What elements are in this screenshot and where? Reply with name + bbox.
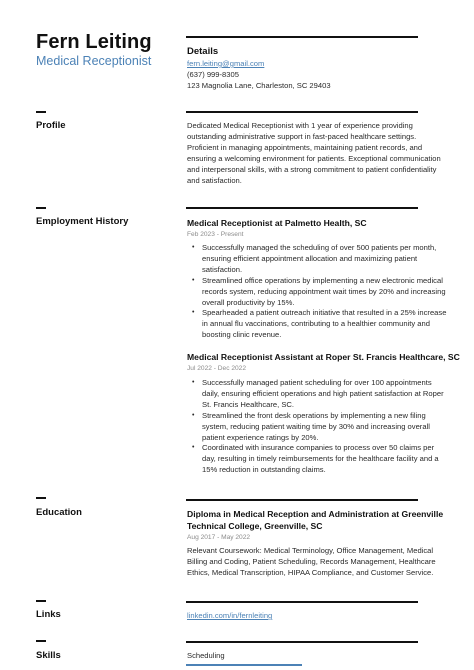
links-rule — [186, 601, 418, 603]
details-address: 123 Magnolia Lane, Charleston, SC 29403 — [187, 81, 331, 90]
job-dates: Feb 2023 - Present — [187, 231, 244, 238]
details-title: Details — [187, 46, 219, 57]
education-coursework: Relevant Coursework: Medical Terminology, Office Management, Medical Billing and Coding, Patient Scheduling, Records Management, Healthcare Ethics, Medical Transcription, HIPAA Compliance, and Customer Service. — [187, 546, 436, 577]
profile-section-mark — [36, 111, 46, 113]
job-bullet: • Spearheaded a patient outreach initiative that resulted in a 25% increase in annual flu vaccinations, contributing to a healthier community and boosting clinic revenue. — [187, 308, 449, 341]
job-bullet: • Streamlined office operations by implementing a new electronic medical records system, reducing appointment wait times by 20% and increasing overall productivity by 15%. — [187, 276, 449, 309]
job-bullet: • Coordinated with insurance companies to process over 50 claims per day, resulting in timely reimbursements for the healthcare facility and a 15% reduction in outstanding claims. — [187, 443, 449, 476]
skills-section-title: Skills — [36, 650, 61, 661]
job-bullet: • Successfully managed patient scheduling for over 100 appointments daily, ensuring efficient operations and high patient satisfaction at Roper St. Francis Healthcare, SC. — [187, 378, 449, 411]
profile-rule — [186, 111, 418, 113]
skills-rule — [186, 641, 418, 643]
skills-section-mark — [36, 640, 46, 642]
candidate-role: Medical Receptionist — [36, 54, 152, 68]
employment-rule — [186, 207, 418, 209]
links-section-mark — [36, 600, 46, 602]
linkedin-link[interactable]: linkedin.com/in/fernleiting — [187, 611, 273, 620]
details-rule — [186, 36, 418, 38]
education-section-title: Education — [36, 507, 82, 518]
skill-name: Scheduling — [187, 651, 225, 660]
education-dates: Aug 2017 - May 2022 — [187, 534, 251, 541]
details-email-link[interactable]: fern.leiting@gmail.com — [187, 59, 265, 68]
links-section-title: Links — [36, 609, 61, 620]
education-rule — [186, 499, 418, 501]
job-bullet: • Streamlined the front desk operations by implementing a new filing system, reducing patient waiting time by 30% and increasing overall patient experience ratings by 20%. — [187, 411, 449, 444]
profile-section-title: Profile — [36, 120, 66, 131]
job-heading: Medical Receptionist Assistant at Roper St. Francis Healthcare, SC — [187, 352, 460, 362]
details-phone: (637) 999-8305 — [187, 70, 239, 79]
employment-section-mark — [36, 207, 46, 209]
education-section-mark — [36, 497, 46, 499]
candidate-name: Fern Leiting — [36, 31, 152, 53]
job-bullet: • Successfully managed the scheduling of over 500 patients per month, ensuring efficient appointment allocation and maximizing patient satisfaction. — [187, 243, 449, 276]
job-bullet-list — [187, 243, 449, 341]
job-bullet-list — [187, 378, 449, 476]
employment-section-title: Employment History — [36, 216, 129, 227]
job-heading: Medical Receptionist at Palmetto Health, SC — [187, 218, 367, 228]
job-dates: Jul 2022 - Dec 2022 — [187, 365, 247, 372]
profile-summary: Dedicated Medical Receptionist with 1 year of experience providing outstanding administrative support in fast-paced healthcare settings. Proficient in managing appointments, maintaining patient records, and ensuring a welcoming environment for patients. Exceptional communication and interpersonal skills, with a strong commitment to patient confidentiality and satisfaction. — [187, 121, 441, 185]
education-heading: Diploma in Medical Reception and Administration at Greenville Technical College, Greenville, SC — [187, 509, 444, 531]
skill-level-bar — [186, 664, 302, 666]
